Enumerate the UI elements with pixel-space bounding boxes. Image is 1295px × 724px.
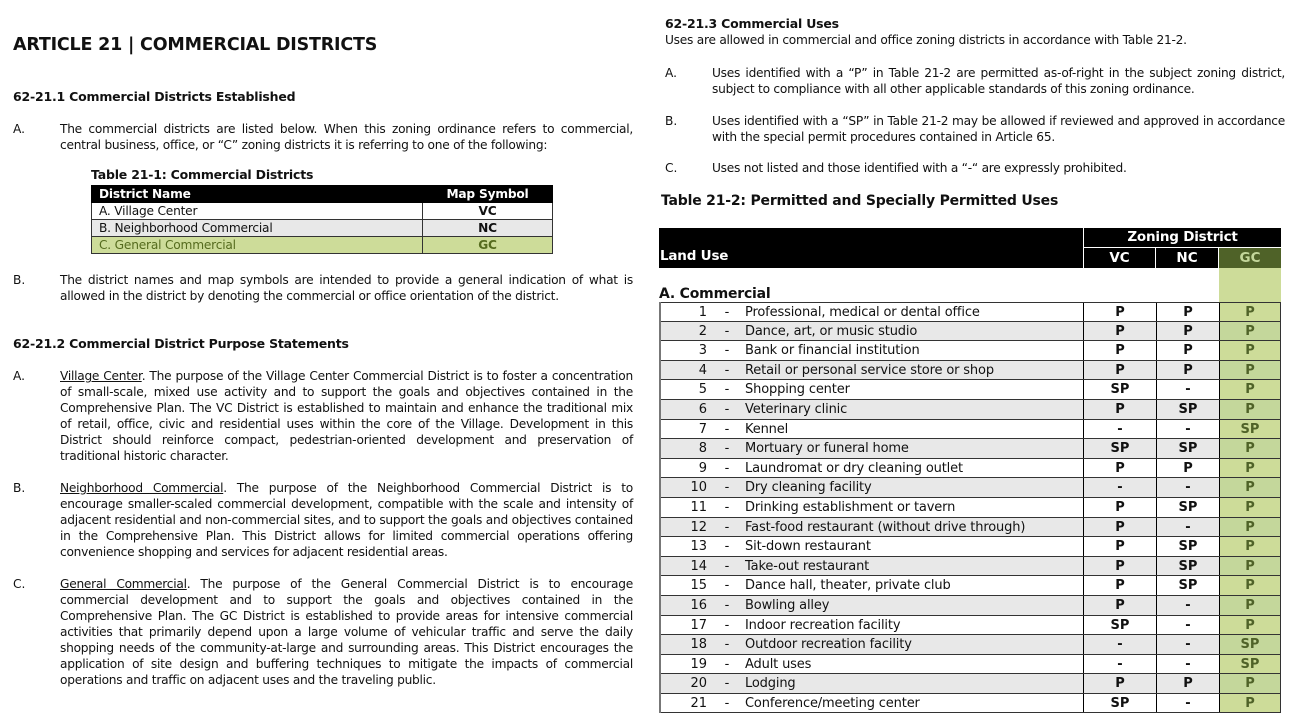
gc-permission: P [1219, 616, 1281, 635]
vc-permission: SP [1083, 616, 1156, 635]
paragraph-text: Uses identified with a “P” in Table 21-2 are permitted as-of-right in the subject zoning district, subject to compliance with all other applicable standards of this zoning ordinance. [712, 66, 1285, 96]
vc-permission: SP [1083, 694, 1156, 713]
defined-term: Neighborhood Commercial [60, 481, 224, 495]
paragraph-label: A. [13, 369, 25, 383]
vc-permission: - [1083, 420, 1156, 439]
table-row [92, 237, 553, 254]
column-header-district-name: District Name [92, 186, 423, 203]
map-symbol: VC [423, 203, 553, 220]
section-heading-21-1: 62-21.1 Commercial Districts Established [13, 89, 296, 104]
table-row [661, 322, 1281, 342]
gc-permission: P [1219, 694, 1281, 713]
paragraph-text: The commercial districts are listed below. When this zoning ordinance refers to commercial, central business, office, or “C” zoning districts it is referring to one of the following: [60, 122, 633, 152]
paragraph-label: C. [665, 161, 678, 175]
gc-permission: P [1219, 303, 1281, 321]
land-use-name: Kennel [745, 421, 789, 437]
table-21-2 [659, 228, 1281, 713]
use-number: 20 [690, 676, 707, 692]
table-row [661, 635, 1281, 655]
gc-permission: P [1219, 439, 1281, 458]
paragraph-text: Uses identified with a “SP” in Table 21-2 may be allowed if reviewed and approved in accordance with the special permit procedures contained in Article 65. [712, 114, 1285, 144]
gc-permission: P [1219, 518, 1281, 537]
table-row [661, 302, 1281, 322]
nc-permission: SP [1156, 498, 1219, 517]
gc-permission: P [1219, 498, 1281, 517]
row-separator: - [724, 695, 730, 711]
district-name: C. General Commercial [92, 237, 423, 254]
row-separator: - [724, 382, 730, 398]
paragraph-21-1-a [13, 121, 633, 153]
paragraph-21-3-c [665, 160, 1285, 176]
table-row [92, 220, 553, 237]
use-number: 8 [698, 441, 707, 457]
column-header-vc: VC [1084, 248, 1155, 268]
gc-permission: SP [1219, 635, 1281, 654]
table-row [661, 674, 1281, 694]
use-number: 6 [698, 401, 707, 417]
paragraph-text: General Commercial. The purpose of the General Commercial District is to encourage commercial development and to support the goals and objectives contained in the Comprehensive Plan. The GC District is established to provide areas for intensive commercial activities that primarily depend upon a large volume of vehicular traffic and serve the daily shopping needs of the community-at-large and surrounding areas. This District encourages the application of site design and buffering techniques to mitigate the impacts of commercial operations and traffic on adjacent uses and the traveling public. [60, 577, 634, 687]
use-number: 9 [698, 460, 707, 476]
gc-permission: P [1219, 596, 1281, 615]
gc-permission: P [1219, 674, 1281, 693]
table-row [661, 557, 1281, 577]
land-use-name: Drinking establishment or tavern [745, 499, 956, 515]
use-number: 4 [698, 362, 707, 378]
vc-permission: P [1083, 361, 1156, 380]
land-use-name: Bowling alley [745, 597, 830, 613]
row-separator: - [724, 617, 730, 633]
table-row [661, 537, 1281, 557]
vc-permission: P [1083, 303, 1156, 321]
table-row [661, 420, 1281, 440]
table-row [661, 459, 1281, 479]
use-number: 1 [698, 305, 707, 320]
gc-permission: P [1219, 400, 1281, 419]
paragraph-label: B. [13, 481, 26, 495]
table-row [661, 361, 1281, 381]
gc-permission: P [1219, 576, 1281, 595]
use-number: 18 [690, 637, 707, 653]
paragraph-text: Neighborhood Commercial. The purpose of the Neighborhood Commercial District is to encourage smaller-scaled commercial development, compatible with the scale and intensity of adjacent residential and non-commercial sites, and to support the goals and objectives contained in the Comprehensive Plan. This District allows for limited commercial operations offering convenience shopping and services for adjacent residential areas. [60, 481, 633, 559]
table-row [661, 400, 1281, 420]
use-number: 12 [690, 519, 707, 535]
vc-permission: - [1083, 655, 1156, 674]
gc-permission: SP [1219, 420, 1281, 439]
table-row [661, 616, 1281, 636]
table-21-1-caption: Table 21-1: Commercial Districts [91, 167, 314, 182]
land-use-name: Shopping center [745, 382, 850, 398]
land-use-name: Lodging [745, 676, 796, 692]
land-use-name: Dance hall, theater, private club [745, 578, 951, 594]
row-separator: - [724, 480, 730, 496]
gc-permission: P [1219, 459, 1281, 478]
land-use-name: Bank or financial institution [745, 343, 920, 359]
nc-permission: SP [1156, 557, 1219, 576]
vc-permission: P [1083, 400, 1156, 419]
vc-permission: SP [1083, 380, 1156, 399]
paragraph-label: C. [13, 577, 26, 591]
row-separator: - [724, 441, 730, 457]
nc-permission: - [1156, 655, 1219, 674]
vc-permission: P [1083, 459, 1156, 478]
nc-permission: P [1156, 341, 1219, 360]
paragraph-text: Uses not listed and those identified with a “-“ are expressly prohibited. [712, 161, 1127, 175]
section-heading-21-3: 62-21.3 Commercial Uses [665, 16, 839, 31]
column-header-map-symbol: Map Symbol [423, 186, 553, 203]
row-separator: - [724, 578, 730, 594]
vc-permission: - [1083, 478, 1156, 497]
column-header-land-use: Land Use [659, 228, 1083, 268]
table-row [661, 380, 1281, 400]
vc-permission: - [1083, 635, 1156, 654]
table-row [661, 576, 1281, 596]
purpose-statement-general-commercial [13, 576, 633, 688]
gc-column-fill [1219, 268, 1281, 302]
land-use-name: Veterinary clinic [745, 401, 848, 417]
use-number: 17 [690, 617, 707, 633]
nc-permission: SP [1156, 400, 1219, 419]
table-row [661, 596, 1281, 616]
row-separator: - [724, 519, 730, 535]
use-number: 21 [690, 695, 707, 711]
land-use-name: Laundromat or dry cleaning outlet [745, 460, 963, 476]
gc-permission: P [1219, 537, 1281, 556]
table-row [661, 518, 1281, 538]
map-symbol: GC [423, 237, 553, 254]
table-row [92, 203, 553, 220]
table-row [661, 478, 1281, 498]
vc-permission: P [1083, 596, 1156, 615]
table-row [661, 655, 1281, 675]
nc-permission: SP [1156, 439, 1219, 458]
gc-permission: P [1219, 361, 1281, 380]
table-body [659, 302, 1281, 713]
row-separator: - [724, 323, 730, 339]
nc-permission: - [1156, 420, 1219, 439]
table-21-1 [91, 185, 553, 254]
nc-permission: - [1156, 635, 1219, 654]
vc-permission: P [1083, 674, 1156, 693]
land-use-name: Mortuary or funeral home [745, 441, 909, 457]
land-use-name: Retail or personal service store or shop [745, 362, 994, 378]
section-21-3-intro: Uses are allowed in commercial and office zoning districts in accordance with Table 21-2. [665, 33, 1187, 47]
table-row [661, 341, 1281, 361]
land-use-name: Professional, medical or dental office [745, 305, 980, 320]
use-number: 14 [690, 558, 707, 574]
row-separator: - [724, 460, 730, 476]
purpose-statement-neighborhood-commercial [13, 480, 633, 560]
gc-permission: P [1219, 380, 1281, 399]
nc-permission: - [1156, 616, 1219, 635]
gc-permission: P [1219, 478, 1281, 497]
column-group-zoning-district: Zoning District [1084, 228, 1281, 247]
nc-permission: - [1156, 694, 1219, 713]
table-header [659, 228, 1281, 268]
column-header-nc: NC [1156, 248, 1218, 268]
use-number: 5 [698, 382, 707, 398]
use-number: 7 [698, 421, 707, 437]
land-use-name: Conference/meeting center [745, 695, 920, 711]
use-number: 10 [690, 480, 707, 496]
paragraph-label: A. [13, 122, 25, 136]
use-number: 19 [690, 656, 707, 672]
use-number: 11 [690, 499, 707, 515]
paragraph-label: A. [665, 66, 677, 80]
row-separator: - [724, 558, 730, 574]
land-use-name: Indoor recreation facility [745, 617, 901, 633]
use-number: 3 [698, 343, 707, 359]
nc-permission: P [1156, 674, 1219, 693]
paragraph-text: Village Center. The purpose of the Village Center Commercial District is to foster a concentration of small-scale, mixed use activity and to support the goals and objectives contained in the Comprehensive Plan. The VC District is established to maintain and enhance the traditional mix of retail, office, civic and residential uses within the core of the Village. Development in this District should reinforce compact, pedestrian-oriented development and preservation of traditional historic character. [60, 369, 633, 463]
paragraph-text: The district names and map symbols are intended to provide a general indication of what is allowed in the district by denoting the commercial or office orientation of the district. [60, 273, 633, 303]
land-use-name: Outdoor recreation facility [745, 637, 912, 653]
use-number: 2 [698, 323, 707, 339]
row-separator: - [724, 305, 730, 320]
row-separator: - [724, 539, 730, 555]
vc-permission: P [1083, 322, 1156, 341]
nc-permission: - [1156, 518, 1219, 537]
gc-permission: P [1219, 557, 1281, 576]
vc-permission: P [1083, 498, 1156, 517]
row-separator: - [724, 499, 730, 515]
vc-permission: P [1083, 341, 1156, 360]
map-symbol: NC [423, 220, 553, 237]
vc-permission: SP [1083, 439, 1156, 458]
vc-permission: P [1083, 537, 1156, 556]
land-use-name: Dance, art, or music studio [745, 323, 918, 339]
row-separator: - [724, 656, 730, 672]
paragraph-21-3-b [665, 113, 1285, 145]
row-separator: - [724, 401, 730, 417]
vc-permission: P [1083, 576, 1156, 595]
nc-permission: SP [1156, 576, 1219, 595]
table-21-2-caption: Table 21-2: Permitted and Specially Permitted Uses [661, 193, 1059, 209]
row-separator: - [724, 362, 730, 378]
purpose-statement-village-center [13, 368, 633, 464]
district-name: B. Neighborhood Commercial [92, 220, 423, 237]
nc-permission: P [1156, 322, 1219, 341]
row-separator: - [724, 343, 730, 359]
use-number: 15 [690, 578, 707, 594]
use-number: 16 [690, 597, 707, 613]
gc-permission: P [1219, 322, 1281, 341]
row-separator: - [724, 597, 730, 613]
section-heading-21-2: 62-21.2 Commercial District Purpose Statements [13, 336, 349, 351]
paragraph-21-3-a [665, 65, 1285, 97]
defined-term: General Commercial [60, 577, 187, 591]
nc-permission: - [1156, 596, 1219, 615]
table-row [661, 694, 1281, 714]
district-name: A. Village Center [92, 203, 423, 220]
article-title: ARTICLE 21 | COMMERCIAL DISTRICTS [13, 35, 378, 55]
row-separator: - [724, 421, 730, 437]
nc-permission: SP [1156, 537, 1219, 556]
vc-permission: P [1083, 518, 1156, 537]
column-header-gc: GC [1219, 248, 1281, 268]
nc-permission: P [1156, 303, 1219, 321]
use-number: 13 [690, 539, 707, 555]
land-use-name: Dry cleaning facility [745, 480, 872, 496]
paragraph-label: B. [665, 114, 678, 128]
table-row [661, 498, 1281, 518]
nc-permission: P [1156, 361, 1219, 380]
category-label: A. Commercial [659, 286, 771, 302]
defined-term: Village Center [60, 369, 142, 383]
nc-permission: P [1156, 459, 1219, 478]
vc-permission: P [1083, 557, 1156, 576]
land-use-name: Fast-food restaurant (without drive through) [745, 519, 1026, 535]
land-use-name: Take-out restaurant [745, 558, 870, 574]
land-use-name: Sit-down restaurant [745, 539, 871, 555]
gc-permission: SP [1219, 655, 1281, 674]
nc-permission: - [1156, 478, 1219, 497]
land-use-name: Adult uses [745, 656, 812, 672]
row-separator: - [724, 637, 730, 653]
paragraph-label: B. [13, 273, 26, 287]
gc-permission: P [1219, 341, 1281, 360]
category-row [659, 268, 1281, 302]
table-row [661, 439, 1281, 459]
row-separator: - [724, 676, 730, 692]
nc-permission: - [1156, 380, 1219, 399]
paragraph-21-1-b [13, 272, 633, 304]
